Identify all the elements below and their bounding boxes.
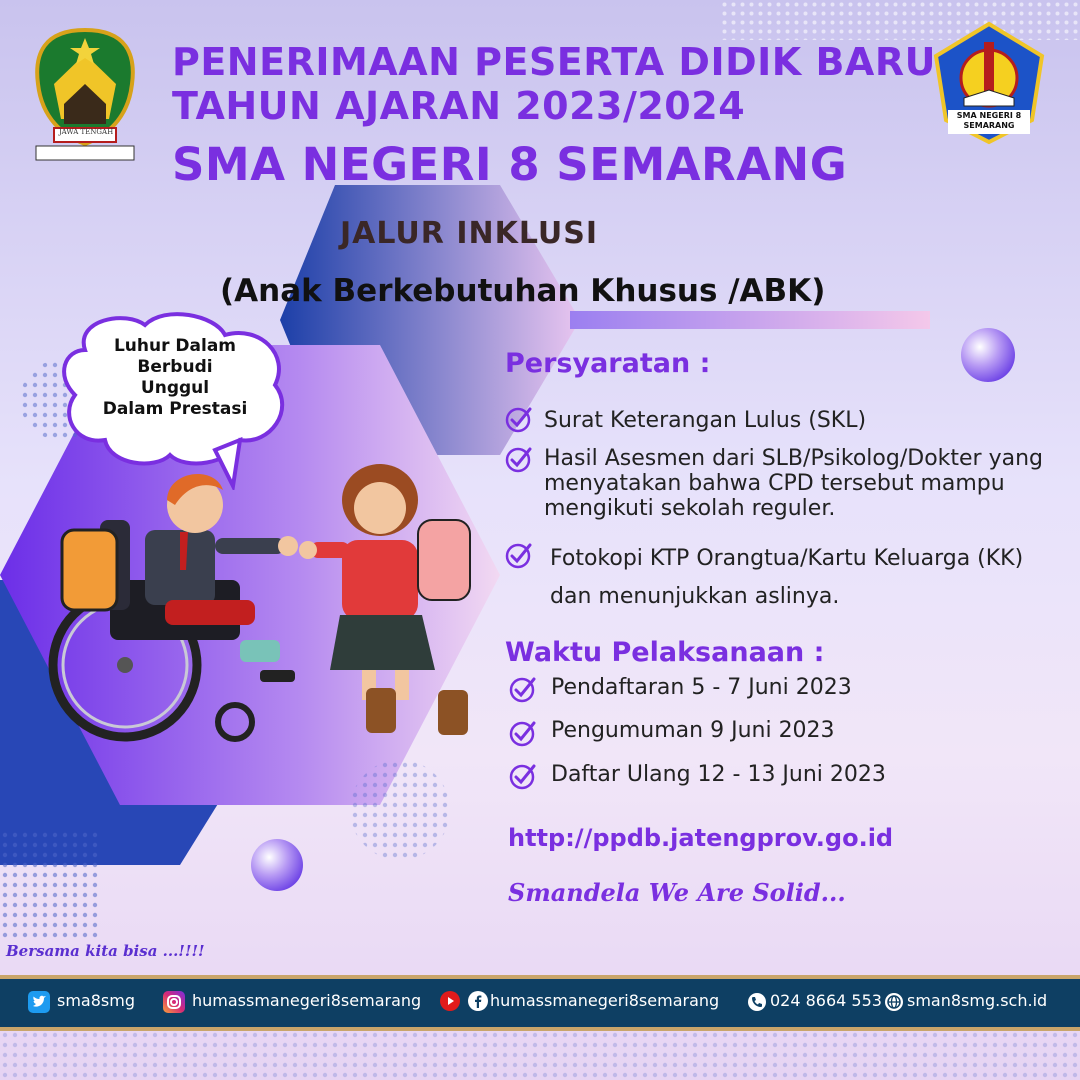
dots-circle-mid [350, 760, 450, 860]
ppdb-link[interactable]: http://ppdb.jatengprov.go.id [508, 824, 894, 852]
ball-lower [251, 839, 303, 891]
req-item: Fotokopi KTP Orangtua/Kartu Keluarga (KK) dan menunjukkan aslinya. [550, 546, 1024, 609]
divider-bar [570, 311, 930, 329]
check-icon [508, 763, 536, 791]
check-icon [504, 406, 532, 434]
bubble-line: Luhur Dalam [113, 336, 237, 356]
jalur-title: JALUR INKLUSI [340, 216, 599, 251]
check-icon [508, 676, 536, 704]
facebook-handle[interactable]: humassmanegeri8semarang [490, 991, 720, 1010]
instagram-icon[interactable] [163, 991, 185, 1013]
waktu-item: Pengumuman 9 Juni 2023 [551, 718, 835, 743]
footer-bar [0, 975, 1080, 1031]
bubble-line: Dalam Prestasi [102, 399, 248, 419]
children-illustration [40, 460, 490, 750]
right-logo-label: SMA NEGERI 8 SEMARANG [956, 111, 1022, 130]
check-icon [508, 720, 536, 748]
persyaratan-heading: Persyaratan : [505, 348, 711, 379]
req-item: Hasil Asesmen dari SLB/Psikolog/Dokter yang menyatakan bahwa CPD tersebut mampu mengikuti sekolah reguler. [544, 446, 1044, 521]
check-icon [504, 446, 532, 474]
check-icon [504, 542, 532, 570]
waktu-heading: Waktu Pelaksanaan : [505, 637, 825, 668]
dots-bottom-strip [0, 1030, 1080, 1080]
jalur-subtitle: (Anak Berkebutuhan Khusus /ABK) [220, 273, 826, 309]
tagline: Smandela We Are Solid... [508, 878, 846, 907]
twitter-handle[interactable]: sma8smg [57, 991, 135, 1010]
bubble-text [85, 336, 265, 420]
header-line1: PENERIMAAN PESERTA DIDIK BARU [172, 40, 936, 84]
youtube-icon[interactable] [440, 991, 460, 1011]
instagram-handle[interactable]: humassmanegeri8semarang [192, 991, 422, 1010]
website-link[interactable]: sman8smg.sch.id [907, 991, 1048, 1010]
req-item: Surat Keterangan Lulus (SKL) [544, 408, 867, 433]
ball-right [961, 328, 1015, 382]
phone-number[interactable]: 024 8664 553 [770, 991, 882, 1010]
waktu-item: Daftar Ulang 12 - 13 Juni 2023 [551, 762, 886, 787]
waktu-item: Pendaftaran 5 - 7 Juni 2023 [551, 675, 852, 700]
twitter-icon[interactable] [28, 991, 50, 1013]
dots-bottom-left [0, 830, 100, 940]
header-line2: TAHUN AJARAN 2023/2024 [172, 84, 746, 128]
left-logo-label: JAWA TENGAH [58, 128, 114, 136]
bubble-line: Unggul [140, 378, 210, 398]
bersama-text: Bersama kita bisa ...!!!! [6, 942, 205, 960]
phone-icon [748, 993, 766, 1011]
header-line3: SMA NEGERI 8 SEMARANG [172, 138, 848, 191]
bubble-line: Berbudi [137, 357, 213, 377]
facebook-icon[interactable] [468, 991, 488, 1011]
jawa-tengah-logo [24, 24, 146, 164]
globe-icon [885, 993, 903, 1011]
